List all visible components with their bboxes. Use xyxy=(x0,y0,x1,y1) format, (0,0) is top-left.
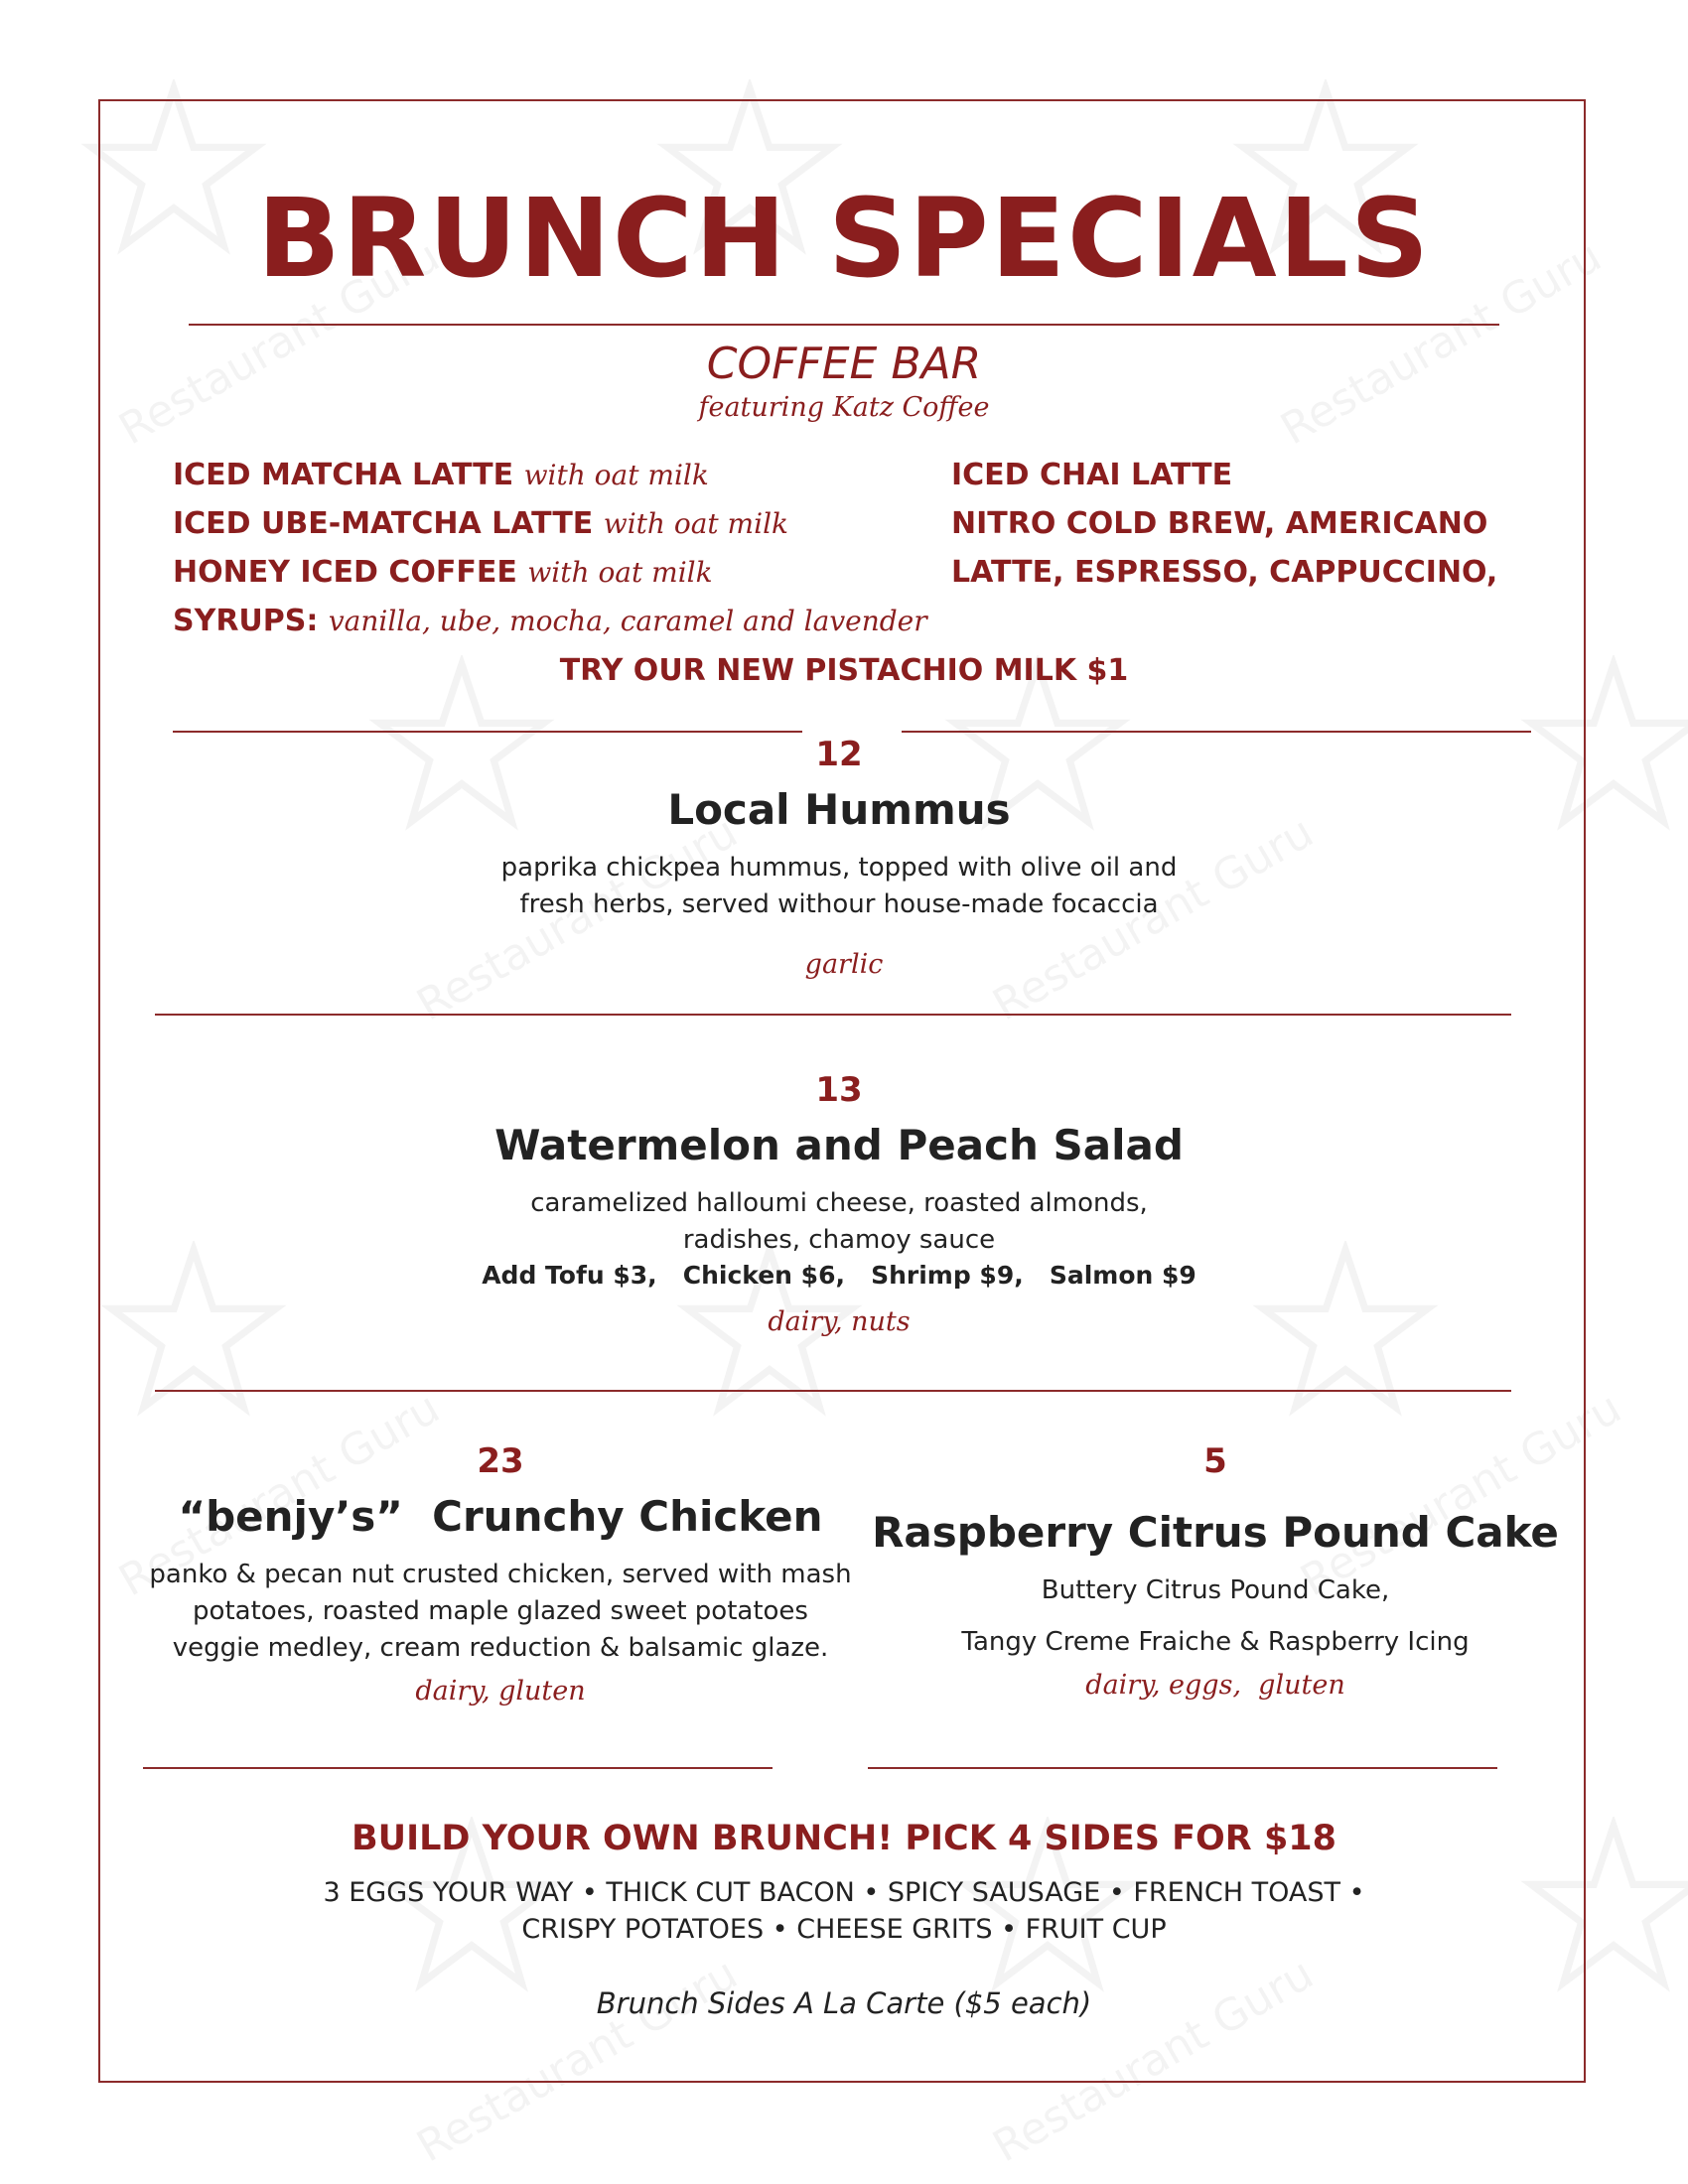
chicken-name: “benjy’s” Crunchy Chicken xyxy=(178,1492,823,1541)
chicken-price: 23 xyxy=(477,1441,524,1481)
cake-name: Raspberry Citrus Pound Cake xyxy=(872,1508,1559,1557)
cake-description-line-1: Buttery Citrus Pound Cake, xyxy=(1041,1575,1390,1605)
cake-price: 5 xyxy=(1203,1441,1227,1481)
coffee-item-name: SYRUPS: xyxy=(173,604,319,638)
coffee-item-modifier: with oat milk xyxy=(603,507,788,540)
pistachio-milk-promo: TRY OUR NEW PISTACHIO MILK $1 xyxy=(559,653,1129,688)
coffee-item-modifier: with oat milk xyxy=(523,459,709,491)
cake-allergens: dairy, eggs, gluten xyxy=(1085,1670,1345,1701)
salad-name: Watermelon and Peach Salad xyxy=(494,1121,1184,1169)
hummus-allergens: garlic xyxy=(804,949,884,980)
coffee-item xyxy=(173,599,987,644)
salad-addons: Add Tofu $3, Chicken $6, Shrimp $9, Salmon $9 xyxy=(482,1261,1196,1290)
coffee-bar-subheading: featuring Katz Coffee xyxy=(698,392,990,423)
brunch-sides-list xyxy=(0,1874,1688,1948)
section-divider xyxy=(155,1014,1511,1016)
description-line: paprika chickpea hummus, topped with olive oil and xyxy=(500,853,1178,883)
salad-allergens: dairy, nuts xyxy=(768,1306,911,1337)
salad-price: 13 xyxy=(815,1070,863,1110)
coffee-right-column xyxy=(951,453,1547,596)
section-divider xyxy=(155,1390,1511,1392)
description-line: radishes, chamoy sauce xyxy=(682,1225,996,1255)
hummus-description xyxy=(0,850,1678,923)
page-title: BRUNCH SPECIALS xyxy=(256,175,1432,302)
description-line: panko & pecan nut crusted chicken, served with mash xyxy=(149,1560,852,1589)
description-line: fresh herbs, served withour house-made focaccia xyxy=(519,889,1159,919)
description-line: veggie medley, cream reduction & balsamic glaze. xyxy=(172,1633,829,1663)
chicken-description xyxy=(103,1557,898,1667)
salad-description xyxy=(0,1185,1678,1259)
chicken-allergens: dairy, gluten xyxy=(415,1676,586,1706)
section-divider xyxy=(143,1767,773,1769)
section-divider xyxy=(173,731,802,733)
coffee-item-modifier: vanilla, ube, mocha, caramel and lavender xyxy=(328,605,927,637)
description-line: caramelized halloumi cheese, roasted almonds, xyxy=(530,1188,1148,1218)
sides-line: CRISPY POTATOES • CHEESE GRITS • FRUIT CUP xyxy=(521,1914,1167,1945)
coffee-item xyxy=(173,501,987,547)
section-divider xyxy=(902,731,1531,733)
coffee-item-name: ICED UBE-MATCHA LATTE xyxy=(173,506,594,541)
coffee-left-column xyxy=(173,453,987,644)
coffee-item-name: ICED CHAI LATTE xyxy=(951,458,1233,492)
sides-a-la-carte: Brunch Sides A La Carte ($5 each) xyxy=(596,1986,1092,2020)
hummus-price: 12 xyxy=(815,735,863,774)
coffee-item-name: ICED MATCHA LATTE xyxy=(173,458,514,492)
coffee-bar-heading: COFFEE BAR xyxy=(706,339,982,389)
coffee-item-name: NITRO COLD BREW, AMERICANO xyxy=(951,506,1488,541)
hummus-name: Local Hummus xyxy=(667,785,1011,834)
coffee-item-name: HONEY ICED COFFEE xyxy=(173,555,517,590)
build-brunch-heading: BUILD YOUR OWN BRUNCH! PICK 4 SIDES FOR $18 xyxy=(351,1819,1336,1858)
cake-description-line-2: Tangy Creme Fraiche & Raspberry Icing xyxy=(961,1627,1470,1657)
description-line: potatoes, roasted maple glazed sweet potatoes xyxy=(193,1596,808,1626)
coffee-item xyxy=(173,453,987,498)
title-divider xyxy=(189,324,1499,326)
coffee-item xyxy=(173,550,987,596)
sides-line: 3 EGGS YOUR WAY • THICK CUT BACON • SPICY SAUSAGE • FRENCH TOAST • xyxy=(323,1877,1365,1908)
section-divider xyxy=(868,1767,1497,1769)
coffee-item-modifier: with oat milk xyxy=(527,556,713,589)
coffee-item-name: LATTE, ESPRESSO, CAPPUCCINO, xyxy=(951,555,1498,590)
